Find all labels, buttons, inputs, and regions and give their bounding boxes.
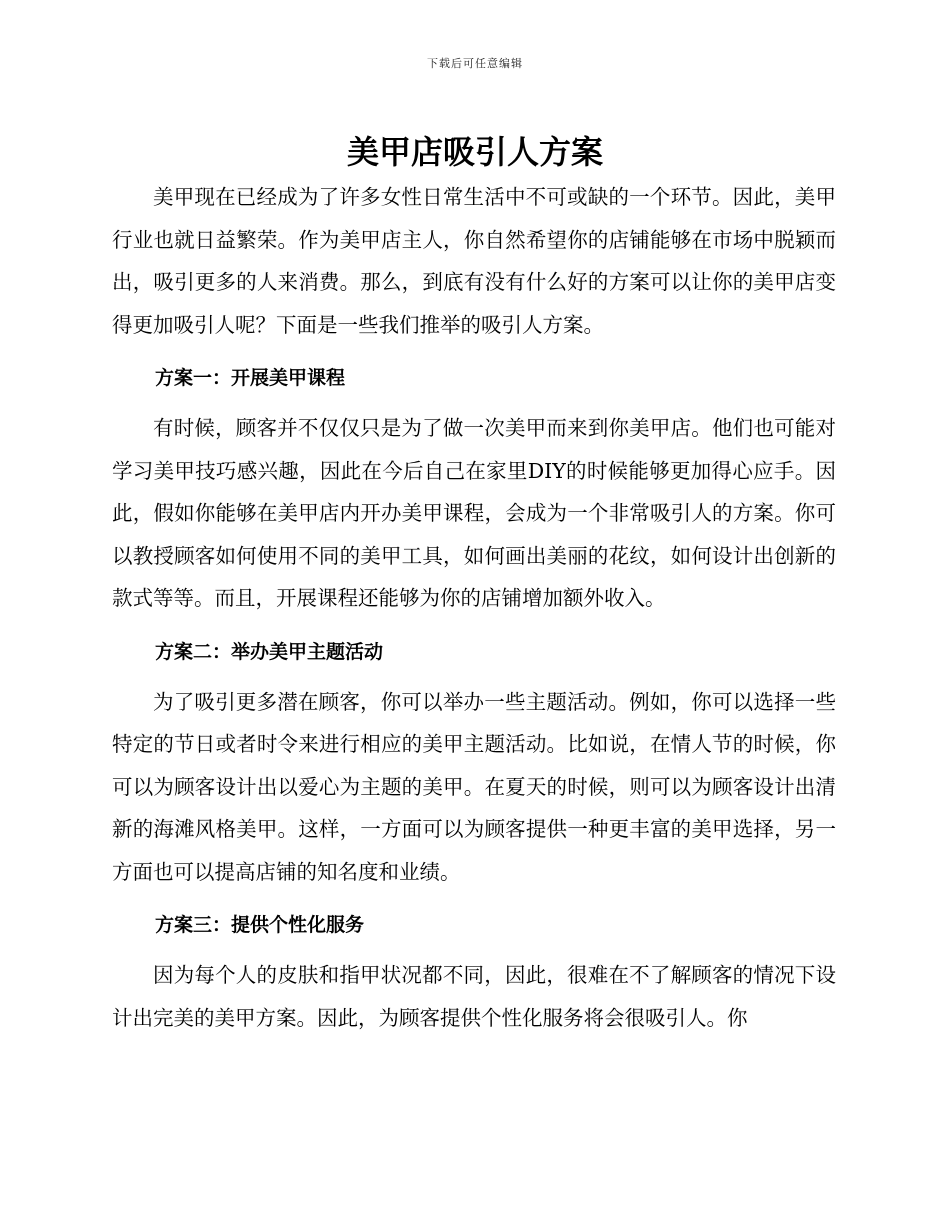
header-note: 下载后可任意编辑: [427, 57, 523, 70]
document-body: [112, 176, 836, 1039]
section-heading-2: 方案二：举办美甲主题活动: [155, 640, 384, 663]
section-paragraph-2: 为了吸引更多潜在顾客，你可以举办一些主题活动。例如，你可以选择一些特定的节日或者时令来进行相应的美甲主题活动。比如说，在情人节的时候，你可以为顾客设计出以爱心为主题的美甲。在夏天的时候，则可以为顾客设计出清新的海滩风格美甲。这样，一方面可以为顾客提供一种更丰富的美甲选择，另一方面也可以提高店铺的知名度和业绩。: [112, 689, 836, 884]
section-heading-3: 方案三：提供个性化服务: [155, 914, 365, 936]
section-paragraph-3: 因为每个人的皮肤和指甲状况都不同，因此，很难在不了解顾客的情况下设计出完美的美甲方案。因此，为顾客提供个性化服务将会很吸引人。你: [112, 963, 836, 1030]
document-title: 美甲店吸引人方案: [346, 133, 603, 171]
section-paragraph-1: 有时候，顾客并不仅仅只是为了做一次美甲而来到你美甲店。他们也可能对学习美甲技巧感兴趣，因此在今后自己在家里DIY的时候能够更加得心应手。因此，假如你能够在美甲店内开办美甲课程，会成为一个非常吸引人的方案。你可以教授顾客如何使用不同的美甲工具，如何画出美丽的花纹，如何设计出创新的款式等等。而且，开展课程还能够为你的店铺增加额外收入。: [112, 416, 836, 610]
intro-paragraph: 美甲现在已经成为了许多女性日常生活中不可或缺的一个环节。因此，美甲行业也就日益繁荣。作为美甲店主人，你自然希望你的店铺能够在市场中脱颖而出，吸引更多的人来消费。那么，到底有没有什么好的方案可以让你的美甲店变得更加吸引人呢？下面是一些我们推举的吸引人方案。: [112, 185, 836, 337]
section-heading-1: 方案一：开展美甲课程: [155, 367, 346, 389]
